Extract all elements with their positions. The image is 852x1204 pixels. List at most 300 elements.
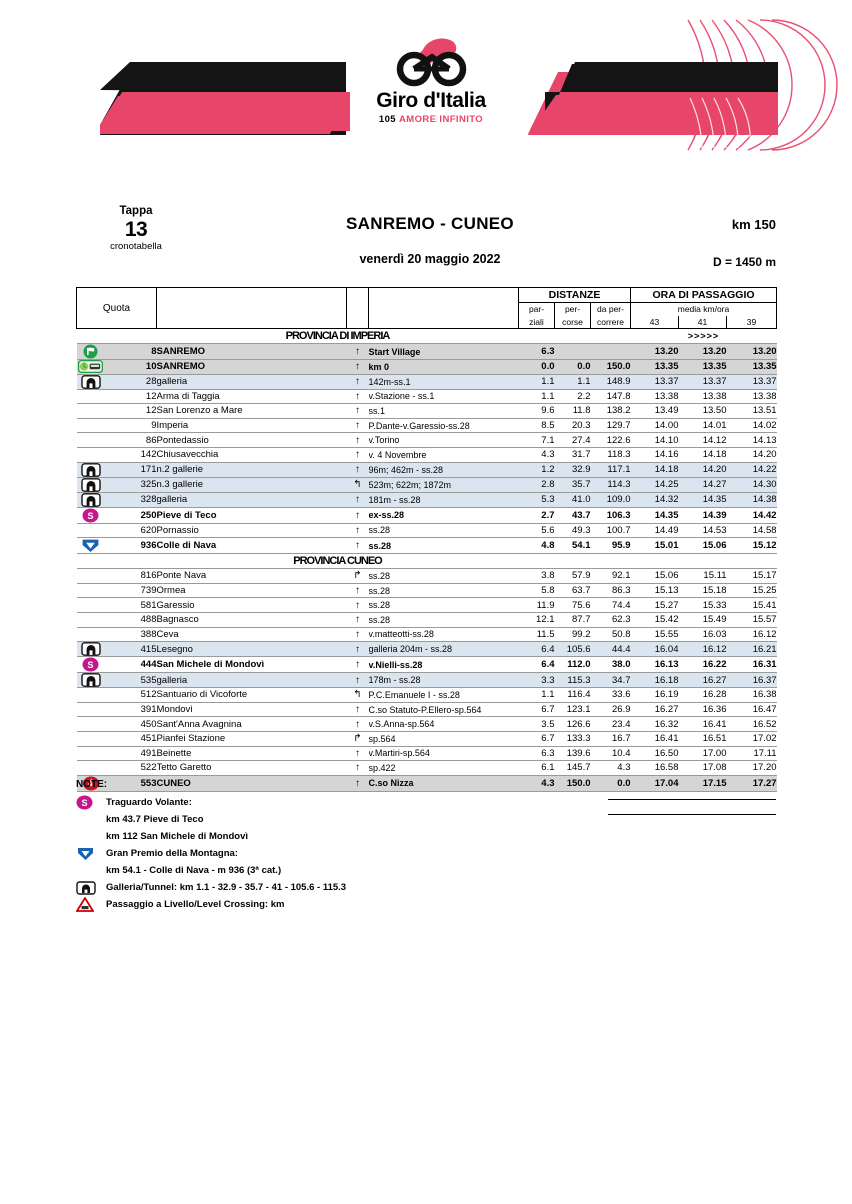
row-time-39: 17.27	[727, 775, 777, 791]
table-row[interactable]	[77, 404, 777, 419]
row-dist-da-percorrere: 74.4	[591, 598, 631, 613]
right-banner-graphic	[528, 20, 837, 150]
row-time-39: 14.22	[727, 462, 777, 477]
note-gpm-label: Gran Premio della Montagna:	[106, 848, 238, 859]
row-road: ss.1	[369, 404, 519, 419]
row-icon-cell	[77, 538, 105, 554]
note-level-crossing-text: Passaggio a Livello/Level Crossing: km	[106, 899, 285, 910]
row-dist-parziali: 6.1	[519, 761, 555, 776]
table-row[interactable]	[77, 642, 777, 657]
row-dist-parziali: 4.3	[519, 775, 555, 791]
row-time-41: 16.22	[679, 657, 727, 673]
row-road: ss.28	[369, 612, 519, 627]
row-time-43: 16.04	[631, 642, 679, 657]
row-location: n.2 gallerie	[157, 462, 347, 477]
row-road: 142m-ss.1	[369, 374, 519, 389]
row-dist-percorse: 31.7	[555, 447, 591, 462]
row-time-39: 13.37	[727, 374, 777, 389]
note-tunnel	[76, 879, 776, 896]
row-time-39: 15.41	[727, 598, 777, 613]
row-time-41: 17.08	[679, 761, 727, 776]
row-time-43: 13.37	[631, 374, 679, 389]
row-direction-arrow-icon: ↑	[347, 702, 369, 717]
row-dist-da-percorrere: 106.3	[591, 507, 631, 523]
giro-logo	[366, 30, 496, 135]
row-time-41: 14.27	[679, 477, 727, 492]
row-dist-da-percorrere: 109.0	[591, 492, 631, 507]
row-direction-arrow-icon: ↑	[347, 492, 369, 507]
row-road: ex-ss.28	[369, 507, 519, 523]
row-quota: 8	[105, 344, 157, 360]
table-row[interactable]	[77, 731, 777, 746]
row-dist-percorse: 150.0	[555, 775, 591, 791]
row-quota: 444	[105, 657, 157, 673]
row-road: P.Dante-v.Garessio-ss.28	[369, 418, 519, 433]
row-dist-da-percorrere: 148.9	[591, 374, 631, 389]
row-dist-percorse: 57.9	[555, 569, 591, 584]
row-dist-da-percorrere: 114.3	[591, 477, 631, 492]
row-time-41: 15.06	[679, 538, 727, 554]
row-icon-cell	[77, 507, 105, 523]
row-direction-arrow-icon: ↑	[347, 657, 369, 673]
tunnel-icon	[81, 642, 101, 656]
row-road: v. 4 Novembre	[369, 447, 519, 462]
row-quota: 620	[105, 523, 157, 538]
row-location: Ceva	[157, 627, 347, 642]
table-row[interactable]	[77, 447, 777, 462]
tunnel-icon	[81, 463, 101, 477]
row-road: galleria 204m - ss.28	[369, 642, 519, 657]
header-percorse-2: corse	[555, 316, 591, 329]
stage-number-block	[76, 205, 196, 253]
row-direction-arrow-icon: ↰	[347, 688, 369, 703]
row-time-43: 14.16	[631, 447, 679, 462]
header-percorse-1: per-	[555, 303, 591, 316]
row-time-41: 14.39	[679, 507, 727, 523]
row-dist-percorse: 145.7	[555, 761, 591, 776]
row-icon-cell	[77, 627, 105, 642]
row-quota: 936	[105, 538, 157, 554]
province-row-cuneo	[77, 554, 777, 569]
row-dist-percorse: 11.8	[555, 404, 591, 419]
row-dist-percorse: 75.6	[555, 598, 591, 613]
row-time-43: 14.18	[631, 462, 679, 477]
row-direction-arrow-icon: ↑	[347, 538, 369, 554]
row-quota: 491	[105, 746, 157, 761]
row-location: Pieve di Teco	[157, 507, 347, 523]
row-road: km 0	[369, 360, 519, 375]
row-road: v.Nielli-ss.28	[369, 657, 519, 673]
stage-title-block	[0, 200, 852, 290]
row-location: Sant'Anna Avagnina	[157, 717, 347, 732]
row-location: Arma di Taggia	[157, 389, 347, 404]
tappa-label: Tappa	[119, 205, 153, 217]
row-icon-cell	[77, 344, 105, 360]
row-icon-cell	[77, 477, 105, 492]
row-dist-parziali: 5.8	[519, 583, 555, 598]
stage-distance: km 150	[731, 217, 776, 232]
row-quota: 488	[105, 612, 157, 627]
row-dist-percorse: 99.2	[555, 627, 591, 642]
row-direction-arrow-icon: ↑	[347, 404, 369, 419]
row-dist-percorse: 35.7	[555, 477, 591, 492]
row-dist-da-percorrere: 0.0	[591, 775, 631, 791]
table-row[interactable]	[77, 627, 777, 642]
row-road: v.Stazione - ss.1	[369, 389, 519, 404]
row-location: SANREMO	[157, 344, 347, 360]
row-direction-arrow-icon: ↑	[347, 642, 369, 657]
row-dist-parziali: 1.1	[519, 389, 555, 404]
row-time-41: 14.12	[679, 433, 727, 448]
row-road: v.Martiri-sp.564	[369, 746, 519, 761]
row-direction-arrow-icon: ↑	[347, 360, 369, 375]
row-dist-da-percorrere: 34.7	[591, 673, 631, 688]
sprint-icon	[82, 508, 99, 523]
row-icon-cell	[77, 360, 105, 375]
row-time-43: 16.41	[631, 731, 679, 746]
row-dist-percorse: 20.3	[555, 418, 591, 433]
table-row[interactable]	[77, 702, 777, 717]
province-row-imperia	[77, 329, 777, 344]
row-time-43: 16.50	[631, 746, 679, 761]
row-dist-percorse: 139.6	[555, 746, 591, 761]
page-title: SANREMO - CUNEO	[346, 214, 514, 233]
row-time-41: 13.20	[679, 344, 727, 360]
row-dist-parziali: 9.6	[519, 404, 555, 419]
row-location: Garessio	[157, 598, 347, 613]
row-road: ss.28	[369, 523, 519, 538]
row-dist-parziali: 3.8	[519, 569, 555, 584]
row-time-39: 14.20	[727, 447, 777, 462]
svg-text:S: S	[81, 798, 88, 808]
table-row[interactable]	[77, 569, 777, 584]
row-time-41: 15.18	[679, 583, 727, 598]
row-quota: 86	[105, 433, 157, 448]
logo-tagline	[366, 114, 496, 125]
start-village-icon	[81, 344, 100, 359]
row-dist-percorse: 87.7	[555, 612, 591, 627]
row-location: Lesegno	[157, 642, 347, 657]
row-road: 523m; 622m; 1872m	[369, 477, 519, 492]
row-time-39: 16.12	[727, 627, 777, 642]
row-time-39: 15.57	[727, 612, 777, 627]
row-direction-arrow-icon: ↑	[347, 344, 369, 360]
row-icon-cell	[77, 702, 105, 717]
row-dist-da-percorrere: 23.4	[591, 717, 631, 732]
row-dist-parziali: 5.6	[519, 523, 555, 538]
row-time-39: 13.20	[727, 344, 777, 360]
row-time-43: 14.49	[631, 523, 679, 538]
row-time-41: 16.51	[679, 731, 727, 746]
row-dist-parziali: 0.0	[519, 360, 555, 375]
row-location: galleria	[157, 492, 347, 507]
row-time-41: 14.53	[679, 523, 727, 538]
row-dist-parziali: 8.5	[519, 418, 555, 433]
row-time-41: 15.33	[679, 598, 727, 613]
tunnel-icon	[81, 493, 101, 507]
note-gpm	[76, 845, 776, 862]
row-dist-da-percorrere: 92.1	[591, 569, 631, 584]
row-direction-arrow-icon: ↑	[347, 523, 369, 538]
row-icon-cell	[77, 688, 105, 703]
giro-cyclist-icon	[366, 30, 496, 90]
row-direction-arrow-icon: ↑	[347, 583, 369, 598]
province-label: PROVINCIA CUNEO	[157, 554, 519, 569]
row-road: v.Torino	[369, 433, 519, 448]
table-row[interactable]	[77, 761, 777, 776]
row-dist-percorse: 126.6	[555, 717, 591, 732]
row-direction-arrow-icon: ↑	[347, 598, 369, 613]
row-time-43: 13.49	[631, 404, 679, 419]
row-direction-arrow-icon: ↑	[347, 612, 369, 627]
row-dist-percorse: 27.4	[555, 433, 591, 448]
row-time-41: 16.27	[679, 673, 727, 688]
row-road: v.S.Anna-sp.564	[369, 717, 519, 732]
table-row[interactable]	[77, 598, 777, 613]
table-row[interactable]	[77, 374, 777, 389]
table-row[interactable]	[77, 612, 777, 627]
level-crossing-icon	[76, 897, 106, 912]
table-row[interactable]	[77, 746, 777, 761]
row-time-39: 14.42	[727, 507, 777, 523]
row-dist-parziali: 1.2	[519, 462, 555, 477]
row-icon-cell	[77, 447, 105, 462]
stage-elevation-gain: D = 1450 m	[712, 255, 776, 269]
row-time-41: 16.41	[679, 717, 727, 732]
row-icon-cell	[77, 731, 105, 746]
table-row[interactable]	[77, 688, 777, 703]
tunnel-icon	[81, 673, 101, 687]
row-direction-arrow-icon: ↑	[347, 389, 369, 404]
row-dist-da-percorrere: 26.9	[591, 702, 631, 717]
header-quota: Quota	[77, 288, 157, 329]
logo-wordmark: Giro d'Italia	[376, 89, 486, 112]
notes-signature-rules	[608, 785, 776, 815]
header-road-blank	[369, 288, 519, 329]
row-quota: 388	[105, 627, 157, 642]
row-time-41: 13.50	[679, 404, 727, 419]
row-road: ss.28	[369, 598, 519, 613]
note-sprint-item-2	[76, 828, 776, 845]
row-time-39: 15.12	[727, 538, 777, 554]
row-icon-cell	[77, 612, 105, 627]
header-dapercorrere-2: correre	[591, 316, 631, 329]
table-row[interactable]	[77, 462, 777, 477]
km0-icon	[78, 360, 103, 373]
row-quota: 250	[105, 507, 157, 523]
table-row[interactable]	[77, 657, 777, 673]
row-time-39: 17.02	[727, 731, 777, 746]
row-dist-da-percorrere: 138.2	[591, 404, 631, 419]
row-road: C.so Statuto-P.Ellero-sp.564	[369, 702, 519, 717]
row-dist-parziali: 6.7	[519, 702, 555, 717]
row-dist-percorse: 49.3	[555, 523, 591, 538]
row-time-43: 15.27	[631, 598, 679, 613]
row-location: SANREMO	[157, 360, 347, 375]
row-location: Chiusavecchia	[157, 447, 347, 462]
table-row[interactable]	[77, 717, 777, 732]
row-road: 96m; 462m - ss.28	[369, 462, 519, 477]
row-location: San Michele di Mondovì	[157, 657, 347, 673]
row-road: sp.564	[369, 731, 519, 746]
row-time-41: 16.28	[679, 688, 727, 703]
row-time-41: 16.12	[679, 642, 727, 657]
row-location: Santuario di Vicoforte	[157, 688, 347, 703]
row-road: sp.422	[369, 761, 519, 776]
row-dist-parziali: 1.1	[519, 688, 555, 703]
row-quota: 328	[105, 492, 157, 507]
table-row[interactable]	[77, 673, 777, 688]
row-road: C.so Nizza	[369, 775, 519, 791]
row-dist-da-percorrere: 117.1	[591, 462, 631, 477]
row-time-39: 13.38	[727, 389, 777, 404]
table-row[interactable]	[77, 477, 777, 492]
row-dist-da-percorrere: 10.4	[591, 746, 631, 761]
row-time-43: 14.25	[631, 477, 679, 492]
row-time-39: 16.37	[727, 673, 777, 688]
row-time-41: 14.01	[679, 418, 727, 433]
row-dist-parziali: 7.1	[519, 433, 555, 448]
row-dist-parziali: 6.3	[519, 746, 555, 761]
header-ora-passaggio: ORA DI PASSAGGIO	[631, 288, 777, 303]
row-dist-da-percorrere: 4.3	[591, 761, 631, 776]
row-quota: 10	[105, 360, 157, 375]
logo-edition-number: 105	[378, 114, 396, 125]
row-time-43: 16.18	[631, 673, 679, 688]
notes-title: NOTE:	[76, 779, 108, 790]
note-gpm-item-1	[76, 862, 776, 879]
row-time-43: 14.00	[631, 418, 679, 433]
table-row[interactable]	[77, 523, 777, 538]
row-icon-cell	[77, 717, 105, 732]
row-time-43: 13.35	[631, 360, 679, 375]
table-row[interactable]	[77, 507, 777, 523]
row-dist-percorse: 1.1	[555, 374, 591, 389]
row-dist-da-percorrere: 50.8	[591, 627, 631, 642]
header-speed-43: 43	[631, 316, 679, 329]
left-banner-graphic	[100, 62, 350, 135]
row-time-41: 17.15	[679, 775, 727, 791]
tunnel-icon	[81, 375, 101, 389]
row-icon-cell	[77, 657, 105, 673]
note-gpm-item-1-text: km 54.1 - Colle di Nava - m 936 (3ª cat.)	[106, 865, 282, 876]
row-time-39: 17.20	[727, 761, 777, 776]
row-time-43: 16.32	[631, 717, 679, 732]
row-dist-parziali: 2.7	[519, 507, 555, 523]
row-quota: 522	[105, 761, 157, 776]
row-time-41: 13.38	[679, 389, 727, 404]
row-time-39: 16.21	[727, 642, 777, 657]
row-quota: 415	[105, 642, 157, 657]
tappa-number: 13	[124, 218, 148, 242]
note-level-crossing	[76, 896, 776, 913]
row-quota: 581	[105, 598, 157, 613]
row-direction-arrow-icon: ↑	[347, 418, 369, 433]
table-head	[77, 288, 777, 329]
speed-arrows	[631, 554, 777, 569]
row-time-43: 17.04	[631, 775, 679, 791]
row-time-41: 15.11	[679, 569, 727, 584]
row-dist-parziali: 5.3	[519, 492, 555, 507]
row-time-39: 16.52	[727, 717, 777, 732]
row-dist-da-percorrere: 33.6	[591, 688, 631, 703]
row-direction-arrow-icon: ↱	[347, 731, 369, 746]
row-time-43: 16.58	[631, 761, 679, 776]
row-icon-cell	[77, 761, 105, 776]
row-time-41: 15.49	[679, 612, 727, 627]
row-icon-cell	[77, 583, 105, 598]
row-dist-percorse: 116.4	[555, 688, 591, 703]
table-row[interactable]	[77, 389, 777, 404]
row-time-43: 15.55	[631, 627, 679, 642]
table-row[interactable]	[77, 433, 777, 448]
table-row[interactable]	[77, 344, 777, 360]
table-row[interactable]	[77, 583, 777, 598]
row-road: ss.28	[369, 538, 519, 554]
row-icon-cell	[77, 433, 105, 448]
row-road: ss.28	[369, 583, 519, 598]
row-dist-parziali: 3.5	[519, 717, 555, 732]
province-label: PROVINCIA DI IMPERIA	[157, 329, 519, 344]
row-time-39: 16.38	[727, 688, 777, 703]
row-time-39: 14.58	[727, 523, 777, 538]
row-dist-parziali: 3.3	[519, 673, 555, 688]
cronotabella-table	[76, 287, 777, 792]
row-time-43: 15.42	[631, 612, 679, 627]
row-quota: 142	[105, 447, 157, 462]
row-dist-da-percorrere: 38.0	[591, 657, 631, 673]
row-time-39: 17.11	[727, 746, 777, 761]
row-icon-cell	[77, 389, 105, 404]
row-direction-arrow-icon: ↑	[347, 775, 369, 791]
row-dist-parziali: 6.4	[519, 657, 555, 673]
header-media: media km/ora	[631, 303, 777, 316]
table-row[interactable]	[77, 418, 777, 433]
header-arrow-blank	[347, 288, 369, 329]
row-dist-percorse: 41.0	[555, 492, 591, 507]
row-time-39: 16.31	[727, 657, 777, 673]
header-speed-41: 41	[679, 316, 727, 329]
row-road: P.C.Emanuele I - ss.28	[369, 688, 519, 703]
row-dist-percorse: 123.1	[555, 702, 591, 717]
row-icon-cell	[77, 598, 105, 613]
row-time-41: 14.18	[679, 447, 727, 462]
row-dist-da-percorrere	[591, 344, 631, 360]
row-road: ss.28	[369, 569, 519, 584]
row-icon-cell	[77, 569, 105, 584]
row-dist-da-percorrere: 147.8	[591, 389, 631, 404]
note-sprint-label: Traguardo Volante:	[106, 797, 192, 808]
row-time-43: 14.35	[631, 507, 679, 523]
row-direction-arrow-icon: ↑	[347, 746, 369, 761]
table-body	[77, 329, 777, 792]
row-location: Pianfei Stazione	[157, 731, 347, 746]
header-parziali-2: ziali	[519, 316, 555, 329]
row-time-39: 13.51	[727, 404, 777, 419]
table-row[interactable]	[77, 538, 777, 554]
row-road: v.matteotti-ss.28	[369, 627, 519, 642]
row-dist-percorse: 43.7	[555, 507, 591, 523]
table-row[interactable]	[77, 492, 777, 507]
row-direction-arrow-icon: ↑	[347, 462, 369, 477]
row-quota: 28	[105, 374, 157, 389]
row-quota: 171	[105, 462, 157, 477]
row-time-39: 14.02	[727, 418, 777, 433]
table-row[interactable]	[77, 360, 777, 375]
row-quota: 325	[105, 477, 157, 492]
row-dist-percorse: 54.1	[555, 538, 591, 554]
row-dist-parziali: 6.7	[519, 731, 555, 746]
